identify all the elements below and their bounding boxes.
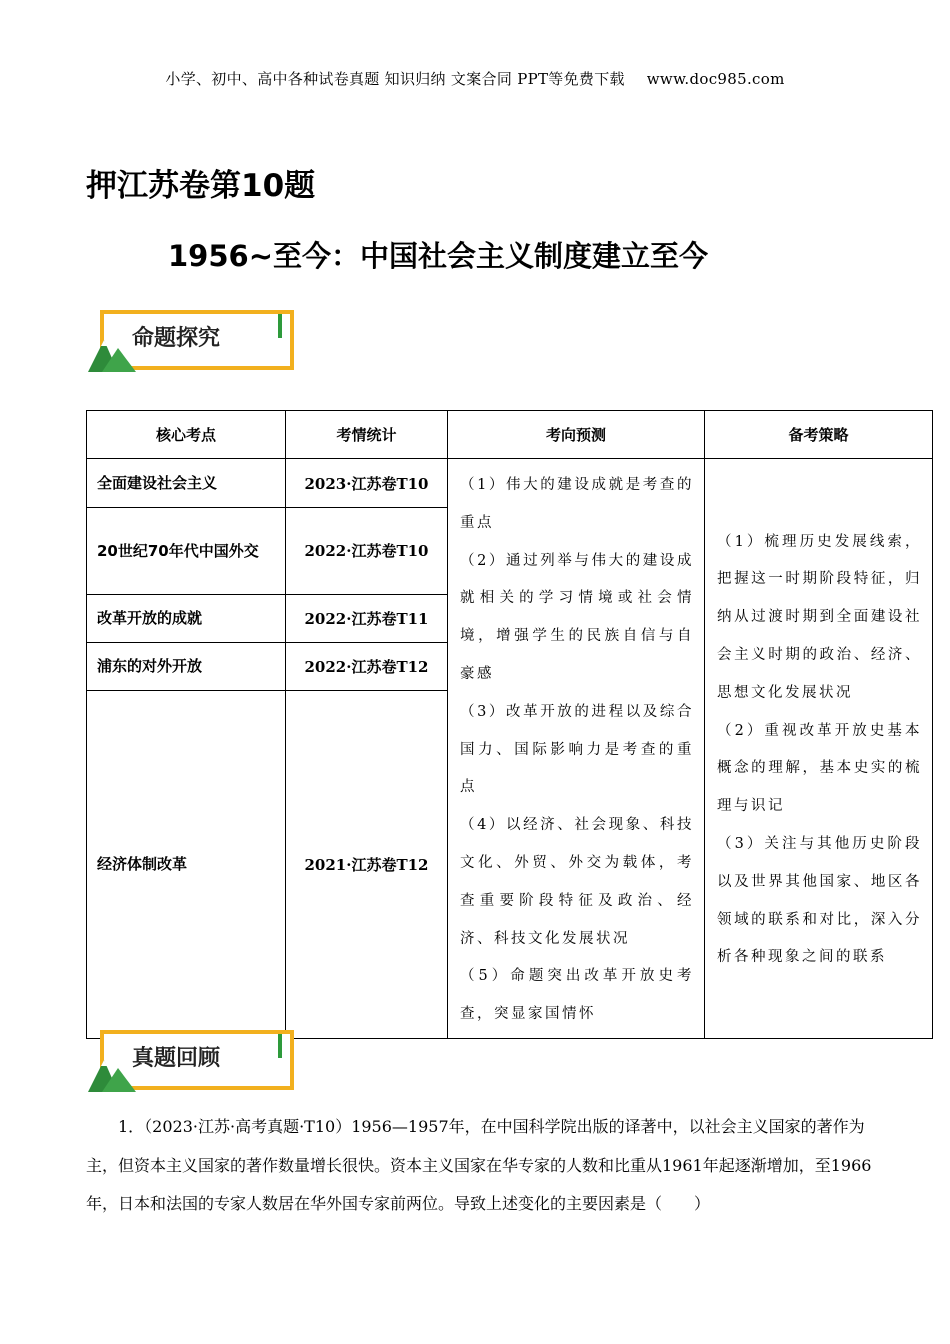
strategy-item: （2）重视改革开放史基本概念的理解，基本史实的梳理与识记 — [717, 722, 922, 815]
prediction-item: （2）通过列举与伟大的建设成就相关的学习情境或社会情境，增强学生的民族自信与自豪感 — [460, 552, 694, 682]
section-badge-explore — [88, 306, 298, 376]
prediction-item: （4）以经济、社会现象、科技文化、外贸、外交为载体，考查重要阶段特征及政治、经济、科技文化发展状况 — [460, 817, 694, 947]
topic-cell: 浦东的对外开放 — [87, 642, 286, 690]
column-header: 考情统计 — [286, 411, 448, 459]
stat-cell: 2022·江苏卷T11 — [286, 594, 448, 642]
stat-cell: 2023·江苏卷T10 — [286, 459, 448, 508]
page-header — [0, 68, 950, 89]
column-header: 核心考点 — [87, 411, 286, 459]
topic-cell: 全面建设社会主义 — [87, 459, 286, 508]
header-url[interactable]: www.doc985.com — [646, 70, 785, 88]
section-badge-review — [88, 1026, 298, 1096]
section-label: 真题回顾 — [132, 1046, 221, 1071]
question-text: 1．（2023·江苏·高考真题·T10）1956—1957年，在中国科学院出版的译著中，以社会主义国家的著作为主，但资本主义国家的著作数量增长很快。资本主义国家在华专家的人数和比重从1961年起逐渐增加，至1966年，日本和法国的专家人数居在华外国专家前两位。导致上述变化的主要因素是（ ） — [86, 1117, 872, 1213]
stat-cell: 2022·江苏卷T10 — [286, 508, 448, 595]
strategy-cell — [705, 459, 933, 1039]
section-label: 命题探究 — [132, 326, 221, 351]
badge-accent — [278, 1034, 282, 1058]
prediction-item: （1）伟大的建设成就是考查的重点 — [460, 477, 694, 531]
page-title: 押江苏卷第10题 — [86, 168, 316, 204]
badge-accent — [278, 314, 282, 338]
prediction-item: （3）改革开放的进程以及综合国力、国际影响力是考查的重点 — [460, 703, 694, 796]
mountain-icon — [88, 1052, 138, 1092]
strategy-item: （1）梳理历史发展线索，把握这一时期阶段特征，归纳从过渡时期到全面建设社会主义时期的政治、经济、思想文化发展状况 — [717, 533, 922, 701]
prediction-item: （5）命题突出改革开放史考查，突显家国情怀 — [460, 968, 694, 1023]
strategy-item: （3）关注与其他历史阶段以及世界其他国家、地区各领域的联系和对比，深入分析各种现象之间的联系 — [717, 836, 922, 966]
column-header: 备考策略 — [705, 411, 933, 459]
prediction-cell — [448, 459, 705, 1039]
stat-cell: 2022·江苏卷T12 — [286, 642, 448, 690]
topic-cell: 改革开放的成就 — [87, 594, 286, 642]
header-text: 小学、初中、高中各种试卷真题 知识归纳 文案合同 PPT等免费下载 — [165, 70, 625, 88]
topic-cell: 经济体制改革 — [87, 690, 286, 1038]
page-subtitle: 1956~至今：中国社会主义制度建立至今 — [168, 239, 709, 273]
column-header: 考向预测 — [448, 411, 705, 459]
mountain-icon — [88, 332, 138, 372]
topic-cell: 20世纪70年代中国外交 — [87, 508, 286, 595]
stat-cell: 2021·江苏卷T12 — [286, 690, 448, 1038]
table-header-row — [87, 411, 933, 459]
exam-analysis-table — [86, 410, 933, 1039]
table-row — [87, 459, 933, 508]
